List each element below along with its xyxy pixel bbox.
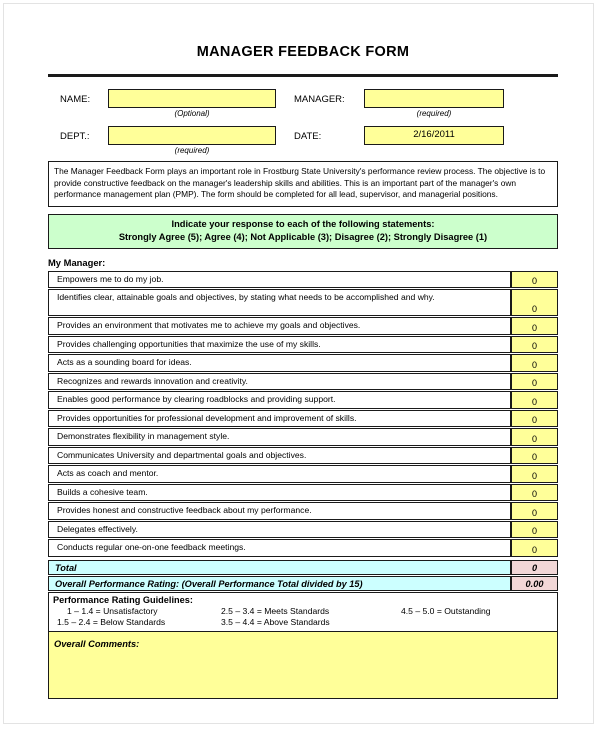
dept-label: DEPT.: bbox=[60, 131, 90, 142]
page-title: MANAGER FEEDBACK FORM bbox=[196, 44, 410, 60]
statement-text: Provides an environment that motivates me to achieve my goals and objectives. bbox=[48, 317, 511, 335]
statement-text: Empowers me to do my job. bbox=[48, 271, 511, 289]
manager-note: (required) bbox=[416, 109, 452, 118]
name-label: NAME: bbox=[60, 94, 91, 105]
statements-body bbox=[48, 271, 558, 557]
statement-text: Demonstrates flexibility in management style. bbox=[48, 428, 511, 446]
header-row-1 bbox=[48, 89, 558, 118]
header-row-2 bbox=[48, 126, 558, 155]
statement-score-input[interactable]: 0 bbox=[511, 354, 558, 372]
statement-text: Provides challenging opportunities that maximize the use of my skills. bbox=[48, 336, 511, 354]
dept-note: (required) bbox=[174, 146, 210, 155]
rating-guidelines-title: Performance Rating Guidelines: bbox=[53, 595, 193, 606]
total-label: Total bbox=[48, 560, 511, 575]
overall-rating-value: 0.00 bbox=[511, 576, 558, 591]
statement-score-input[interactable]: 0 bbox=[511, 317, 558, 335]
guideline-above-standards: 3.5 – 4.4 = Above Standards bbox=[221, 617, 330, 628]
table-row bbox=[48, 465, 558, 483]
form-sheet bbox=[48, 34, 558, 699]
date-label: DATE: bbox=[294, 131, 322, 142]
statement-score-input[interactable]: 0 bbox=[511, 289, 558, 316]
table-row bbox=[48, 391, 558, 409]
field-group-dept bbox=[60, 126, 276, 155]
total-row bbox=[48, 560, 558, 575]
table-row bbox=[48, 484, 558, 502]
statement-text: Enables good performance by clearing roadblocks and providing support. bbox=[48, 391, 511, 409]
table-row bbox=[48, 502, 558, 520]
name-note: (Optional) bbox=[174, 109, 210, 118]
table-row bbox=[48, 410, 558, 428]
guideline-below-standards: 1.5 – 2.4 = Below Standards bbox=[57, 617, 166, 628]
table-row bbox=[48, 428, 558, 446]
statement-text: Recognizes and rewards innovation and creativity. bbox=[48, 373, 511, 391]
table-row bbox=[48, 271, 558, 289]
statement-score-input[interactable]: 0 bbox=[511, 521, 558, 539]
manager-input[interactable] bbox=[364, 89, 504, 108]
statement-score-input[interactable]: 0 bbox=[511, 428, 558, 446]
table-row bbox=[48, 521, 558, 539]
statement-score-input[interactable]: 0 bbox=[511, 484, 558, 502]
statement-text: Communicates University and departmental goals and objectives. bbox=[48, 447, 511, 465]
overall-rating-row bbox=[48, 576, 558, 591]
form-page bbox=[3, 3, 594, 724]
statements-table bbox=[48, 270, 558, 558]
statement-score-input[interactable]: 0 bbox=[511, 373, 558, 391]
table-row bbox=[48, 289, 558, 316]
field-group-date bbox=[294, 126, 504, 146]
field-group-manager bbox=[294, 89, 504, 118]
table-row bbox=[48, 317, 558, 335]
date-input[interactable]: 2/16/2011 bbox=[364, 126, 504, 145]
statement-score-input[interactable]: 0 bbox=[511, 391, 558, 409]
total-value: 0 bbox=[511, 560, 558, 575]
statement-text: Delegates effectively. bbox=[48, 521, 511, 539]
statement-score-input[interactable]: 0 bbox=[511, 271, 558, 289]
title-divider bbox=[48, 74, 558, 77]
response-instructions-banner bbox=[48, 214, 558, 249]
statement-score-input[interactable]: 0 bbox=[511, 539, 558, 557]
banner-line-1: Indicate your response to each of the following statements: bbox=[171, 218, 435, 229]
statement-text: Conducts regular one-on-one feedback meetings. bbox=[48, 539, 511, 557]
dept-input[interactable] bbox=[108, 126, 276, 145]
rating-guidelines bbox=[48, 592, 558, 631]
statement-score-input[interactable]: 0 bbox=[511, 447, 558, 465]
statement-text: Provides opportunities for professional development and improvement of skills. bbox=[48, 410, 511, 428]
field-group-name bbox=[60, 89, 276, 118]
banner-line-2: Strongly Agree (5); Agree (4); Not Applicable (3); Disagree (2); Strongly Disagree (1) bbox=[118, 231, 488, 242]
intro-paragraph: The Manager Feedback Form plays an important role in Frostburg State University's performance review process. The objective is to provide constructive feedback on the manager's leadership skills and abilities. This is an important part of the manager's own performance management plan (PMP). The form should be completed for all lead, supervisor, and managerial positions. bbox=[48, 161, 558, 207]
overall-comments-field[interactable] bbox=[48, 631, 558, 699]
table-row bbox=[48, 336, 558, 354]
guideline-unsatisfactory: 1 – 1.4 = Unsatisfactory bbox=[67, 606, 158, 617]
overall-comments-label: Overall Comments: bbox=[54, 639, 140, 650]
rating-guidelines-grid bbox=[53, 606, 557, 629]
header-fields bbox=[48, 89, 558, 155]
statement-score-input[interactable]: 0 bbox=[511, 502, 558, 520]
statement-text: Acts as coach and mentor. bbox=[48, 465, 511, 483]
manager-label: MANAGER: bbox=[294, 94, 345, 105]
section-label-my-manager: My Manager: bbox=[48, 256, 106, 268]
overall-rating-label: Overall Performance Rating: (Overall Performance Total divided by 15) bbox=[48, 576, 511, 591]
guideline-outstanding: 4.5 – 5.0 = Outstanding bbox=[401, 606, 491, 617]
statement-text: Provides honest and constructive feedback about my performance. bbox=[48, 502, 511, 520]
guideline-meets-standards: 2.5 – 3.4 = Meets Standards bbox=[221, 606, 330, 617]
statement-text: Identifies clear, attainable goals and objectives, by stating what needs to be accomplished and why. bbox=[48, 289, 511, 316]
totals-table bbox=[48, 559, 558, 592]
table-row bbox=[48, 373, 558, 391]
statement-score-input[interactable]: 0 bbox=[511, 465, 558, 483]
statement-text: Builds a cohesive team. bbox=[48, 484, 511, 502]
statement-score-input[interactable]: 0 bbox=[511, 336, 558, 354]
table-row bbox=[48, 539, 558, 557]
statement-text: Acts as a sounding board for ideas. bbox=[48, 354, 511, 372]
table-row bbox=[48, 354, 558, 372]
table-row bbox=[48, 447, 558, 465]
statement-score-input[interactable]: 0 bbox=[511, 410, 558, 428]
name-input[interactable] bbox=[108, 89, 276, 108]
